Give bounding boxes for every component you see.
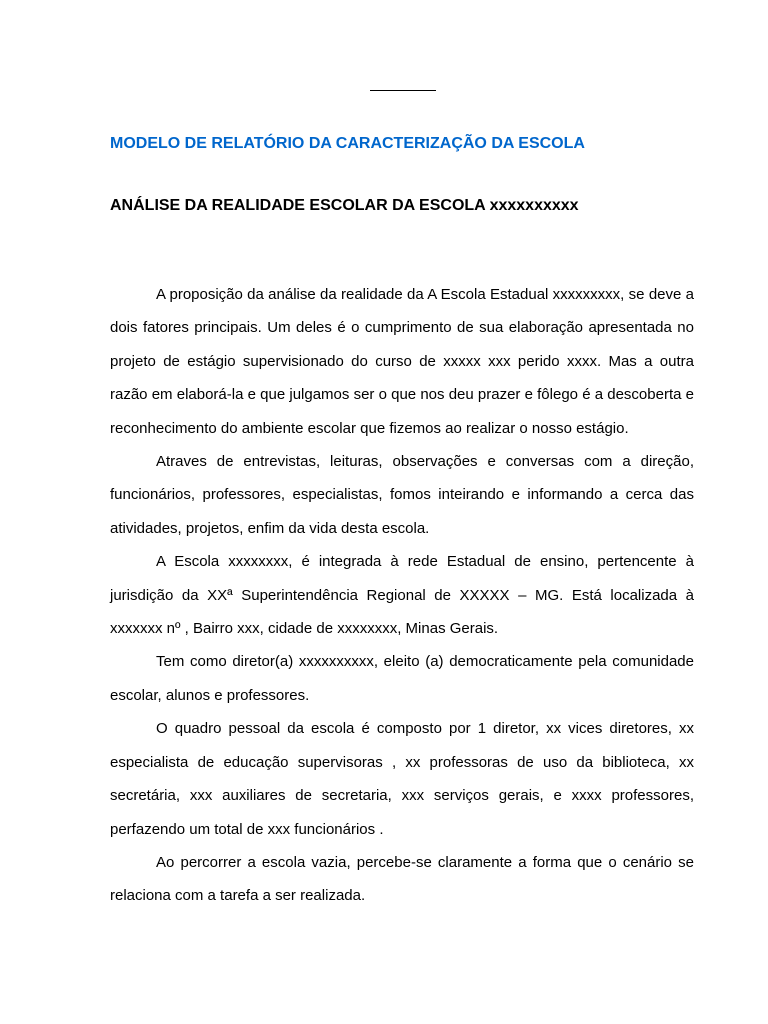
paragraph-diretor: Tem como diretor(a) xxxxxxxxxx, eleito (a) democraticamente pela comunidade escolar, alunos e professores.	[110, 653, 694, 704]
paragraph-escola: A Escola xxxxxxxx, é integrada à rede Estadual de ensino, pertencente à jurisdição da XXª Superintendência Regional de XXXXX – MG. Está localizada à xxxxxxx nº , Bairro xxx, cidade de xxxxxxxx, Minas Gerais.	[110, 553, 694, 638]
paragraph-percorrer: Ao percorrer a escola vazia, percebe-se claramente a forma que o cenário se relaciona com a tarefa a ser realizada.	[110, 853, 694, 905]
paragraph-proposicao: A proposição da análise da realidade da A Escola Estadual xxxxxxxxx, se deve a dois fatores principais. Um deles é o cumprimento de sua elaboração apresentada no projeto de estágio supervisionado do curso de xxxxx xxx perido xxxx. Mas a outra razão em elaborá-la e que julgamos ser o que nos deu prazer e fôlego é a descoberta e reconhecimento do ambiente escolar que fizemos ao realizar o nosso estágio.	[110, 286, 694, 437]
document-subtitle: ANÁLISE DA REALIDADE ESCOLAR DA ESCOLA xxxxxxxxxx	[110, 197, 579, 214]
document-body	[110, 278, 694, 913]
top-rule	[370, 90, 436, 91]
paragraph-quadro-pessoal: O quadro pessoal da escola é composto por 1 diretor, xx vices diretores, xx especialista de educação supervisoras , xx professoras de uso da biblioteca, xx secretária, xxx auxiliares de secretaria, xxx serviços gerais, e xxxx professores, perfazendo um total de xxx funcionários .	[110, 720, 694, 838]
document-title: MODELO DE RELATÓRIO DA CARACTERIZAÇÃO DA ESCOLA	[110, 135, 585, 152]
paragraph-atraves: Atraves de entrevistas, leituras, observações e conversas com a direção, funcionários, professores, especialistas, fomos inteirando e informando a cerca das atividades, projetos, enfim da vida desta escola.	[110, 453, 694, 537]
